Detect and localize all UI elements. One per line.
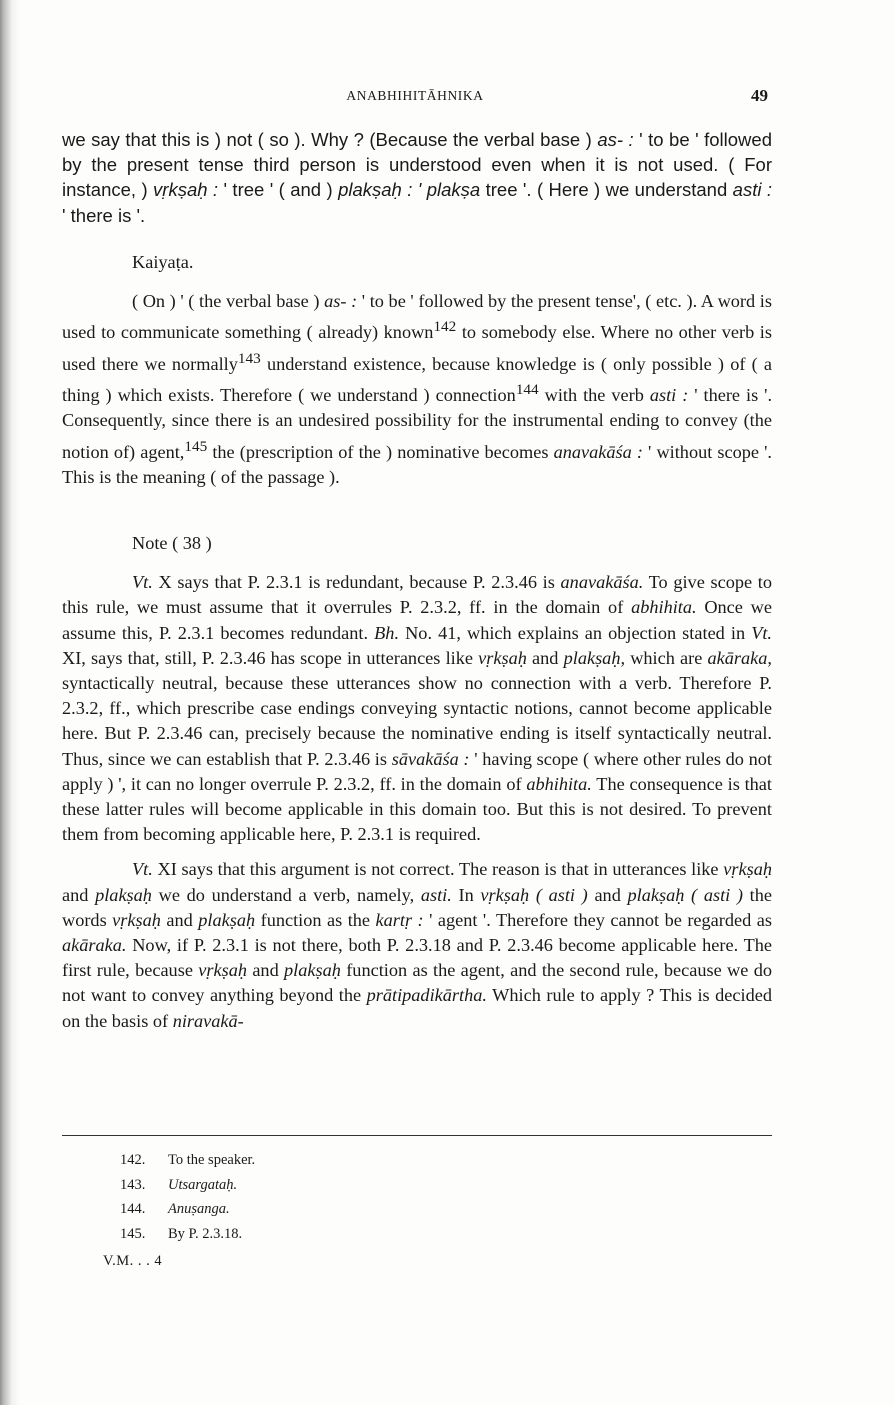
footnote-ref: 142 xyxy=(433,318,457,336)
term: as- : xyxy=(324,291,358,312)
text: Now, if P. 2.3.1 is not there, both P. 2.3.18 and P. 2.3.46 become applicable here. The first rule, because xyxy=(62,935,772,981)
footnote-number: 145. xyxy=(120,1225,146,1242)
term: niravakā- xyxy=(172,1010,244,1031)
term: vṛkṣaḥ : xyxy=(153,179,219,201)
kaiyata-paragraph xyxy=(62,289,772,490)
text: ' agent '. Therefore they cannot be regarded as xyxy=(423,909,772,930)
term: asti : xyxy=(732,179,772,201)
text: and xyxy=(62,884,96,905)
term: Vt. xyxy=(132,572,153,593)
text: tree '. ( Here ) we understand xyxy=(480,179,733,201)
term: asti : xyxy=(649,385,689,406)
footnote-text: Utsargataḥ. xyxy=(168,1176,238,1193)
text: the (prescription of the ) nominative becomes xyxy=(207,441,554,462)
text: syntactically neutral, because these utterances show no connection with a verb. Therefore P. 2.3.2, ff., which prescribe case endings conveying syntactic notions, cannot become applicable here. But P. 2.3.46 can, precisely because the nominative ending is itself syntactically neutral. Thus, since we can establish that P. 2.3.46 is xyxy=(62,673,772,769)
term: plakṣaḥ, xyxy=(563,647,626,668)
term: anavakāśa. xyxy=(560,572,644,593)
intro-paragraph xyxy=(62,127,772,228)
term: Bh. xyxy=(374,622,400,643)
text: and xyxy=(526,647,564,668)
page-edge-shadow xyxy=(0,0,20,1405)
footnote-ref: 143 xyxy=(237,349,261,367)
text: understand existence, because knowledge is ( only possible ) of ( a thing ) which exists. Therefore ( we understand ) connection xyxy=(62,353,772,406)
note-heading: Note ( 38 ) xyxy=(132,533,212,553)
text: XI, says that, still, P. 2.3.46 has scope in utterances like xyxy=(62,647,479,668)
term: plakṣaḥ : ' plakṣa xyxy=(338,179,481,201)
footnote-ref: 145 xyxy=(184,437,208,455)
text: which are xyxy=(625,647,708,668)
term: akāraka. xyxy=(62,935,127,956)
note-paragraph-2 xyxy=(62,857,772,1033)
text: No. 41, which explains an objection stated in xyxy=(399,622,752,643)
text: ' there is '. xyxy=(62,204,146,226)
text: to somebody else. Where no other verb is used there we normally xyxy=(62,322,772,374)
term: abhihita. xyxy=(631,597,697,618)
text: The consequence is that these latter rules will become applicable in this domain too. But this is not desired. To prevent them from becoming applicable here, P. 2.3.1 is required. xyxy=(62,773,772,845)
footnote-142 xyxy=(120,1148,720,1173)
footnote-145 xyxy=(120,1222,720,1247)
term: anavakāśa : xyxy=(553,441,643,462)
text: and xyxy=(587,884,628,905)
printer-signature: V.M. . . 4 xyxy=(103,1253,163,1269)
footnote-number: 144. xyxy=(120,1201,146,1217)
footnote-number: 143. xyxy=(120,1176,146,1193)
term: asti. xyxy=(420,884,452,905)
footnote-144 xyxy=(120,1197,720,1222)
text: ' having scope ( where other rules do not apply ) ', it can no longer overrule P. 2.3.2, ff. in the domain of xyxy=(62,748,772,794)
text: To give scope to this rule, we must assume that it overrules P. 2.3.2, ff. in the domain of xyxy=(62,572,772,618)
text: and xyxy=(160,909,199,930)
term: abhihita. xyxy=(526,773,592,794)
term: prātipadikārtha. xyxy=(366,985,487,1006)
footnote-number: 142. xyxy=(120,1152,146,1168)
note-section xyxy=(62,531,772,1034)
text: ( On ) ' ( the verbal base ) xyxy=(132,291,325,312)
text: XI says that this argument is not correct. The reason is that in utterances like xyxy=(152,859,724,880)
text: ' tree ' ( and ) xyxy=(218,179,339,201)
term: plakṣaḥ xyxy=(198,909,256,930)
text: ' without scope '. This is the meaning ( of the passage ). xyxy=(62,441,772,487)
term: vṛkṣaḥ xyxy=(478,647,527,668)
text: Which rule to apply ? This is decided on the basis of xyxy=(62,985,772,1031)
text: we do understand a verb, namely, xyxy=(151,884,421,905)
term: vṛkṣaḥ xyxy=(112,909,161,930)
kaiyata-heading: Kaiyaṭa. xyxy=(132,252,194,272)
text: with the verb xyxy=(538,385,650,406)
term: kartṛ : xyxy=(375,909,424,930)
text: function as the agent, and the second rule, because we do not want to convey anything beyond the xyxy=(62,960,772,1006)
kaiyata-section xyxy=(62,250,772,490)
footnote-text: To the speaker. xyxy=(168,1152,256,1168)
footnotes xyxy=(120,1148,720,1246)
text: ' to be ' followed by the present tense third person is understood even when it is not used. ( For instance, ) xyxy=(62,129,772,201)
term: Vt. xyxy=(751,622,773,643)
text: In xyxy=(451,884,481,905)
footnote-ref: 144 xyxy=(515,381,539,398)
text: ' to be ' followed by the present tense', ( etc. ). A word is used to communicate something ( already) known xyxy=(62,291,772,343)
footnote-divider xyxy=(62,1135,772,1136)
text: Once we assume this, P. 2.3.1 becomes redundant. xyxy=(62,597,772,643)
term: akāraka, xyxy=(707,647,772,668)
page-number: 49 xyxy=(751,86,768,105)
text: we say that this is ) not ( so ). Why ? (Because the verbal base ) xyxy=(62,129,598,150)
term: vṛkṣaḥ ( asti ) xyxy=(480,884,588,905)
term: vṛkṣaḥ xyxy=(198,960,247,981)
text: and xyxy=(247,960,285,981)
text: X says that P. 2.3.1 is redundant, because P. 2.3.46 is xyxy=(152,572,561,593)
text: ' there is '. Consequently, since there is an undesired possibility for the instrumental ending to convey (the notion of) agent, xyxy=(62,385,773,462)
term: as- : xyxy=(597,129,634,150)
term: plakṣaḥ ( asti ) xyxy=(627,884,743,905)
term: vṛkṣaḥ xyxy=(723,859,772,880)
note-paragraph-1 xyxy=(62,570,772,847)
footnote-143 xyxy=(120,1173,720,1198)
page-header xyxy=(60,86,770,108)
term: plakṣaḥ xyxy=(284,960,341,981)
footnote-text: Anuṣanga. xyxy=(168,1201,230,1217)
footnote-text: By P. 2.3.18. xyxy=(168,1225,243,1242)
text: function as the xyxy=(255,909,376,930)
term: Vt. xyxy=(132,859,153,880)
running-head: ANABHIHITĀHNIKA xyxy=(346,88,484,103)
term: sāvakāśa : xyxy=(391,748,470,769)
term: plakṣaḥ xyxy=(95,884,152,905)
text: the words xyxy=(62,884,773,930)
